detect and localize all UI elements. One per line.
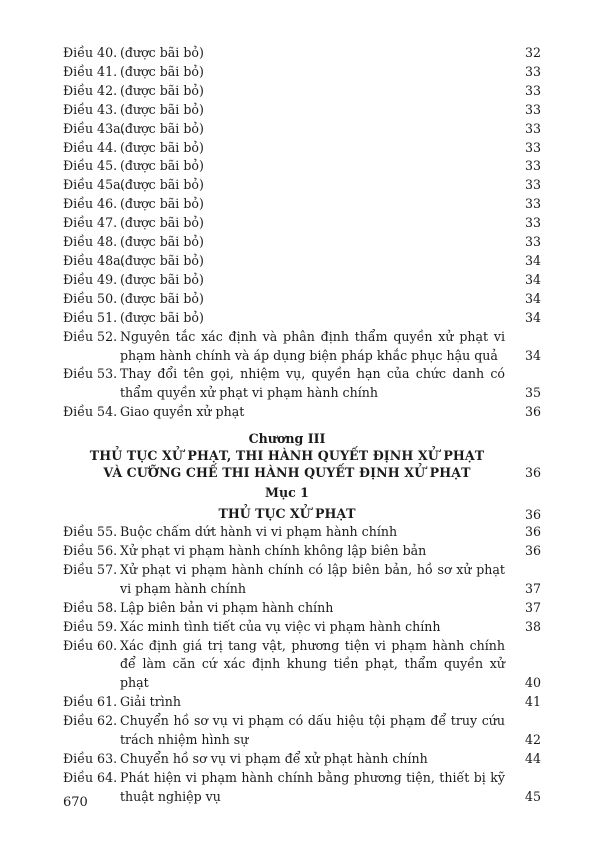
toc-entry-page: 37 (524, 580, 541, 596)
toc-entry (63, 233, 541, 252)
toc-entry-label: Điều 49. (63, 271, 118, 287)
toc-entry-label: Điều 64. (63, 769, 118, 785)
toc-entry-title: (được bãi bỏ) (120, 177, 204, 193)
toc-entry-title: (được bãi bỏ) (120, 290, 204, 306)
toc-entry-page: 34 (524, 252, 541, 268)
toc-entry-page: 33 (524, 139, 541, 155)
toc-entry-title: (được bãi bỏ) (120, 101, 204, 117)
chapter-page-number: 36 (524, 465, 541, 481)
toc-entry (63, 561, 541, 599)
toc-entry-title: (được bãi bỏ) (120, 45, 204, 60)
toc-entry-page: 34 (524, 290, 541, 306)
toc-entry (63, 750, 541, 769)
toc-entry (63, 309, 541, 328)
toc-entry-page: 44 (524, 751, 541, 766)
toc-entry-label: Điều 60. (63, 637, 118, 653)
toc-entry (63, 403, 541, 422)
toc-entry-title: (được bãi bỏ) (120, 309, 204, 325)
toc-entry-label: Điều 41. (63, 63, 118, 79)
toc-entry-label: Điều 44. (63, 139, 118, 155)
toc-entry-title: Lập biên bản vi phạm hành chính (120, 599, 334, 615)
toc-entry (63, 693, 541, 712)
toc-entry-label: Điều 43. (63, 101, 118, 117)
toc-entry-title: Xử phạt vi phạm hành chính có lập biên bản, hồ sơ xử phạt vi phạm hành chính (120, 561, 505, 596)
toc-entry-title: (được bãi bỏ) (120, 120, 204, 136)
toc-entry-page: 40 (524, 675, 541, 691)
toc-entry (63, 157, 541, 176)
toc-entry-title: Xác định giá trị tang vật, phương tiện vi phạm hành chính để làm căn cứ xác định khung tiền phạt, thẩm quyền xử phạt (120, 637, 505, 691)
toc-entry (63, 542, 541, 561)
toc-entry (63, 637, 541, 694)
toc-entry-title: Chuyển hồ sơ vụ vi phạm có dấu hiệu tội phạm để truy cứu trách nhiệm hình sự (120, 713, 505, 748)
toc-entry (63, 63, 541, 82)
toc-entry-page: 42 (524, 732, 541, 748)
section-page-number: 36 (524, 507, 541, 523)
toc-entry-page: 33 (524, 215, 541, 231)
toc-entry-page: 38 (524, 618, 541, 634)
toc-entry-title: Xử phạt vi phạm hành chính không lập biên bản (120, 543, 427, 559)
toc-entry-page: 33 (524, 158, 541, 174)
toc-entry-page: 36 (524, 543, 541, 559)
chapter-title-line-2: VÀ CƯỠNG CHẾ THI HÀNH QUYẾT ĐỊNH XỬ PHẠT (103, 465, 471, 481)
toc-entry (63, 252, 541, 271)
toc-entry (63, 44, 541, 63)
toc-entry-label: Điều 47. (63, 215, 118, 231)
chapter-title-line-1: THỦ TỤC XỬ PHẠT, THI HÀNH QUYẾT ĐỊNH XỬ PHẠT (89, 448, 485, 464)
section-number: Mục 1 (265, 485, 309, 501)
toc-entry (63, 139, 541, 158)
toc-entry-title: Giao quyền xử phạt (120, 404, 245, 420)
toc-entry (63, 769, 541, 807)
toc-entry-label: Điều 45a. (63, 177, 125, 193)
table-of-contents (63, 44, 541, 807)
toc-entry-page: 32 (524, 45, 541, 60)
toc-entry-title: Buộc chấm dứt hành vi vi phạm hành chính (120, 524, 398, 540)
toc-entry-label: Điều 46. (63, 196, 118, 212)
toc-entry-page: 36 (524, 404, 541, 420)
toc-entry-label: Điều 51. (63, 309, 118, 325)
toc-entry-page: 35 (524, 385, 541, 401)
toc-entry-title: (được bãi bỏ) (120, 234, 204, 250)
toc-entry-page: 45 (524, 788, 541, 804)
toc-entry-label: Điều 45. (63, 158, 118, 174)
toc-entry-title: (được bãi bỏ) (120, 252, 204, 268)
toc-entries-list (63, 44, 541, 422)
toc-entry-label: Điều 53. (63, 366, 118, 382)
toc-entry-title: (được bãi bỏ) (120, 139, 204, 155)
toc-entry-page: 34 (524, 347, 541, 363)
toc-entry-page: 33 (524, 196, 541, 212)
toc-entry-title: Phát hiện vi phạm hành chính bằng phương tiện, thiết bị kỹ thuật nghiệp vụ (120, 769, 505, 804)
toc-entry (63, 120, 541, 139)
toc-entry-title: (được bãi bỏ) (120, 271, 204, 287)
section-title: THỦ TỤC XỬ PHẠT (218, 506, 356, 522)
toc-entry-title: Thay đổi tên gọi, nhiệm vụ, quyền hạn của chức danh có thẩm quyền xử phạt vi phạm hành chính (120, 366, 505, 401)
section-heading-block (63, 481, 541, 523)
toc-entry-title: (được bãi bỏ) (120, 158, 204, 174)
toc-entry (63, 176, 541, 195)
toc-entry-label: Điều 48. (63, 234, 118, 250)
toc-entry-label: Điều 61. (63, 694, 118, 710)
toc-entry-title: Nguyên tắc xác định và phân định thẩm quyền xử phạt vi phạm hành chính và áp dụng biện pháp khắc phục hậu quả (120, 328, 505, 363)
toc-entry-page: 33 (524, 120, 541, 136)
toc-entry (63, 523, 541, 542)
toc-entry-page: 34 (524, 271, 541, 287)
toc-entry-page: 37 (524, 599, 541, 615)
toc-entry (63, 712, 541, 750)
toc-entry-title: (được bãi bỏ) (120, 196, 204, 212)
toc-entry-label: Điều 63. (63, 751, 118, 766)
toc-entry-title: Chuyển hồ sơ vụ vi phạm để xử phạt hành chính (120, 751, 428, 766)
toc-entry (63, 195, 541, 214)
toc-entry-label: Điều 58. (63, 599, 118, 615)
page-folio: 670 (63, 795, 88, 810)
toc-entry-title: Giải trình (120, 694, 181, 710)
toc-entry-page: 33 (524, 101, 541, 117)
toc-entry-page: 41 (524, 694, 541, 710)
toc-entry-label: Điều 50. (63, 290, 118, 306)
toc-entry (63, 290, 541, 309)
chapter-number: Chương III (248, 431, 326, 447)
toc-entry-page: 33 (524, 177, 541, 193)
toc-entry (63, 599, 541, 618)
toc-entry (63, 618, 541, 637)
toc-entry-label: Điều 52. (63, 328, 118, 344)
toc-entry (63, 271, 541, 290)
toc-entry-label: Điều 59. (63, 618, 118, 634)
toc-entry-page: 36 (524, 524, 541, 540)
toc-entry-label: Điều 54. (63, 404, 118, 420)
toc-entry-title: Xác minh tình tiết của vụ việc vi phạm hành chính (120, 618, 441, 634)
toc-entry (63, 365, 541, 403)
toc-entry (63, 82, 541, 101)
toc-entry-label: Điều 48a. (63, 252, 125, 268)
chapter-heading-block (63, 422, 541, 481)
toc-entry-label: Điều 55. (63, 524, 118, 540)
toc-entry (63, 328, 541, 366)
toc-entry-title: (được bãi bỏ) (120, 82, 204, 98)
toc-entry-page: 34 (524, 309, 541, 325)
toc-entry-title: (được bãi bỏ) (120, 63, 204, 79)
toc-entry-page: 33 (524, 234, 541, 250)
toc-entry-label: Điều 43a. (63, 120, 125, 136)
toc-entry-title: (được bãi bỏ) (120, 215, 204, 231)
toc-entry-label: Điều 62. (63, 713, 118, 729)
toc-entry (63, 214, 541, 233)
toc-entry-label: Điều 57. (63, 561, 118, 577)
toc-entry-label: Điều 40. (63, 45, 118, 60)
toc-entry (63, 101, 541, 120)
toc-entry-label: Điều 42. (63, 82, 118, 98)
toc-entry-page: 33 (524, 63, 541, 79)
toc-entry-label: Điều 56. (63, 543, 118, 559)
toc-entries-list (63, 523, 541, 807)
toc-entry-page: 33 (524, 82, 541, 98)
